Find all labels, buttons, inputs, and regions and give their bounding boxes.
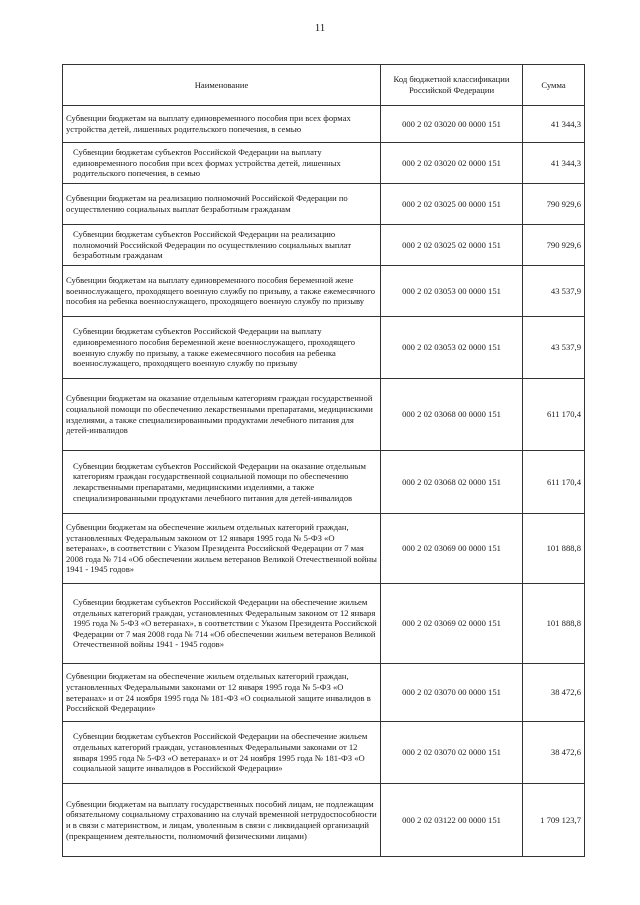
table-row — [63, 784, 585, 857]
row-sum: 38 472,6 — [523, 722, 585, 784]
row-code: 000 2 02 03053 00 0000 151 — [381, 266, 523, 317]
table-row — [63, 664, 585, 722]
header-sum: Сумма — [523, 65, 585, 106]
row-code: 000 2 02 03070 02 0000 151 — [381, 722, 523, 784]
table-row — [63, 451, 585, 514]
table-row — [63, 266, 585, 317]
row-code: 000 2 02 03068 02 0000 151 — [381, 451, 523, 514]
row-name: Субвенции бюджетам субъектов Российской Федерации на выплату единовременного пособия беременной жене военнослужащего, проходящего военную службу по призыву, а также ежемесячного пособия на ребенка военнослужащего, проходящего военную службу по призыву — [63, 317, 381, 379]
table-header-row — [63, 65, 585, 106]
row-code: 000 2 02 03025 02 0000 151 — [381, 225, 523, 266]
row-name: Субвенции бюджетам субъектов Российской Федерации на обеспечение жильем отдельных категорий граждан, установленных Федеральными законами от 12 января 1995 года № 5-ФЗ «О ветеранах» и от 24 ноября 1995 года № 181-ФЗ «О социальной защите инвалидов в Российской Федерации» — [63, 722, 381, 784]
table-row — [63, 379, 585, 451]
row-name: Субвенции бюджетам на обеспечение жильем отдельных категорий граждан, установленных Федеральным законом от 12 января 1995 года № 5-ФЗ «О ветеранах», в соответствии с Указом Президента Российской Федерации от 7 мая 2008 года № 714 «Об обеспечении жильем ветеранов Великой Отечественной войны 1941 - 1945 годов» — [63, 514, 381, 584]
row-sum: 101 888,8 — [523, 584, 585, 664]
row-sum: 41 344,3 — [523, 143, 585, 184]
page-number: 11 — [314, 22, 326, 34]
table-row — [63, 514, 585, 584]
header-name: Наименование — [63, 65, 381, 106]
header-code: Код бюджетной классификации Российской Федерации — [381, 65, 523, 106]
row-sum: 790 929,6 — [523, 225, 585, 266]
table-body — [63, 106, 585, 857]
table-row — [63, 143, 585, 184]
row-sum: 38 472,6 — [523, 664, 585, 722]
row-sum: 611 170,4 — [523, 379, 585, 451]
row-name: Субвенции бюджетам на обеспечение жильем отдельных категорий граждан, установленных Федеральными законами от 12 января 1995 года № 5-ФЗ «О ветеранах» и от 24 ноября 1995 года № 181-ФЗ «О социальной защите инвалидов в Российской Федерации» — [63, 664, 381, 722]
row-sum: 41 344,3 — [523, 106, 585, 143]
row-name: Субвенции бюджетам субъектов Российской Федерации на обеспечение жильем отдельных категорий граждан, установленных Федеральным законом от 12 января 1995 года № 5-ФЗ «О ветеранах», в соответствии с Указом Президента Российской Федерации от 7 мая 2008 года № 714 «Об обеспечении жильем ветеранов Великой Отечественной войны 1941 - 1945 годов» — [63, 584, 381, 664]
row-sum: 1 709 123,7 — [523, 784, 585, 857]
row-code: 000 2 02 03070 00 0000 151 — [381, 664, 523, 722]
row-sum: 43 537,9 — [523, 266, 585, 317]
row-sum: 101 888,8 — [523, 514, 585, 584]
row-code: 000 2 02 03069 02 0000 151 — [381, 584, 523, 664]
table-row — [63, 184, 585, 225]
row-name: Субвенции бюджетам на выплату единовременного пособия беременной жене военнослужащего, проходящего военную службу по призыву, а также ежемесячного пособия на ребенка военнослужащего, проходящего военную службу по призыву — [63, 266, 381, 317]
table-row — [63, 584, 585, 664]
row-code: 000 2 02 03020 02 0000 151 — [381, 143, 523, 184]
row-sum: 611 170,4 — [523, 451, 585, 514]
table-row — [63, 722, 585, 784]
row-name: Субвенции бюджетам субъектов Российской Федерации на реализацию полномочий Российской Федерации по осуществлению социальных выплат безработным гражданам — [63, 225, 381, 266]
row-name: Субвенции бюджетам субъектов Российской Федерации на выплату единовременного пособия при всех формах устройства детей, лишенных родительского попечения, в семью — [63, 143, 381, 184]
row-code: 000 2 02 03020 00 0000 151 — [381, 106, 523, 143]
row-sum: 790 929,6 — [523, 184, 585, 225]
budget-table — [62, 64, 585, 857]
table-row — [63, 106, 585, 143]
row-name: Субвенции бюджетам на оказание отдельным категориям граждан государственной социальной помощи по обеспечению лекарственными препаратами, медицинскими изделиями, а также специализированными продуктами лечебного питания для детей-инвалидов — [63, 379, 381, 451]
row-sum: 43 537,9 — [523, 317, 585, 379]
row-code: 000 2 02 03069 00 0000 151 — [381, 514, 523, 584]
table-row — [63, 317, 585, 379]
row-name: Субвенции бюджетам на выплату государственных пособий лицам, не подлежащим обязательному социальному страхованию на случай временной нетрудоспособности и в связи с материнством, и лицам, уволенным в связи с ликвидацией организаций (прекращением деятельности, полномочий физическими лицами) — [63, 784, 381, 857]
row-code: 000 2 02 03068 00 0000 151 — [381, 379, 523, 451]
row-name: Субвенции бюджетам на выплату единовременного пособия при всех формах устройства детей, лишенных родительского попечения, в семью — [63, 106, 381, 143]
table-row — [63, 225, 585, 266]
row-code: 000 2 02 03053 02 0000 151 — [381, 317, 523, 379]
row-name: Субвенции бюджетам на реализацию полномочий Российской Федерации по осуществлению социальных выплат безработным гражданам — [63, 184, 381, 225]
row-code: 000 2 02 03025 00 0000 151 — [381, 184, 523, 225]
row-code: 000 2 02 03122 00 0000 151 — [381, 784, 523, 857]
row-name: Субвенции бюджетам субъектов Российской Федерации на оказание отдельным категориям граждан государственной социальной помощи по обеспечению лекарственными препаратами, медицинскими изделиями, а также специализированными продуктами лечебного питания для детей-инвалидов — [63, 451, 381, 514]
